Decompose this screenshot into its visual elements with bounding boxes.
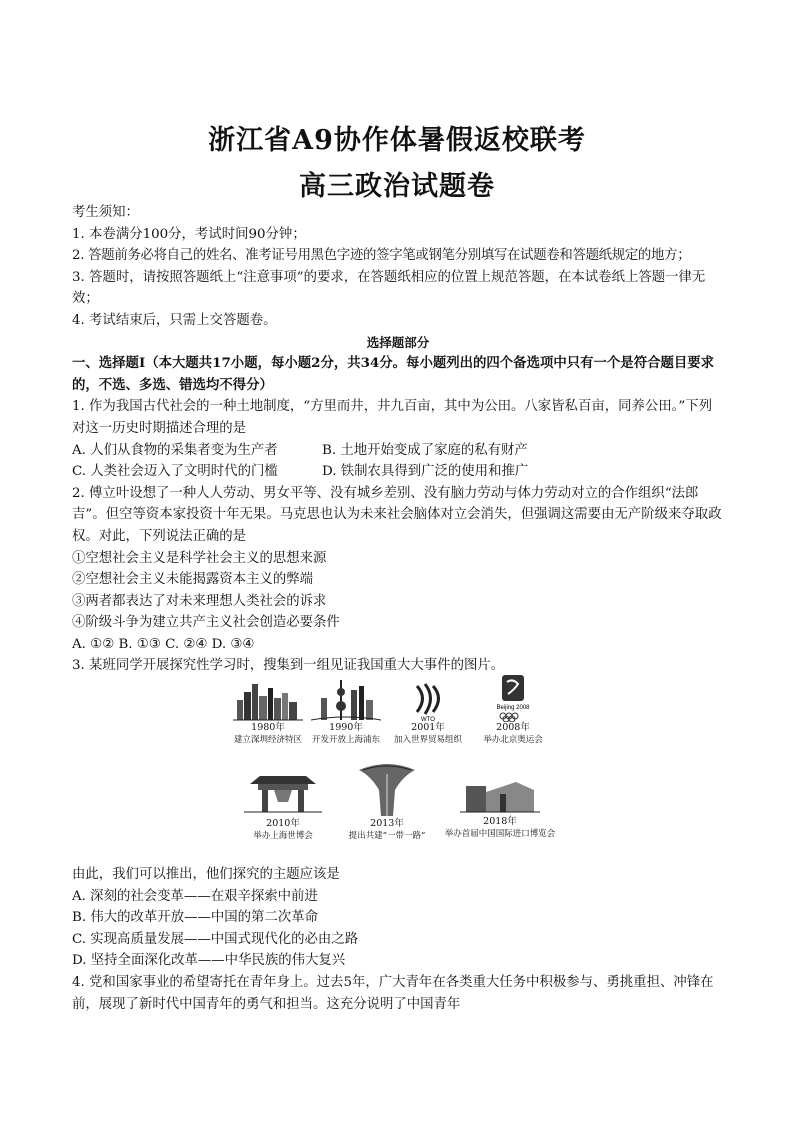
expo-pavilion-icon	[244, 768, 322, 818]
notice-item-1: 1. 本卷满分100分，考试时间90分钟；	[72, 226, 306, 242]
belt-and-road-icon	[355, 760, 419, 818]
figure-item-2018	[440, 772, 560, 840]
figure-item-2013	[342, 760, 432, 842]
beijing-label: Beijing 2008	[496, 705, 530, 711]
part1-heading: 一、选择题Ⅰ（本大题共17小题，每小题2分，共34分。每小题列出的四个备选项中只有一个是符合题目要求的，不选、多选、错选均不得分）	[72, 355, 715, 393]
q2-options: A. ①② B. ①③ C. ②④ D. ③④	[72, 636, 255, 652]
figure-item-2001	[388, 678, 468, 746]
q3-lead: 由此，我们可以推出，他们探究的主题应该是	[72, 867, 340, 882]
beijing-olympics-emblem-icon	[478, 672, 548, 722]
figure-item-2010	[238, 768, 328, 842]
figure-year-2013: 2013年	[370, 818, 404, 829]
figure-caption-2013: 提出共建“一带一路”	[348, 831, 426, 841]
figure-year-2001: 2001年	[411, 722, 445, 733]
q1-options-row-1	[72, 440, 724, 462]
exam-body	[72, 202, 724, 677]
q2-statement-2: ②空想社会主义未能揭露资本主义的弊端	[72, 572, 314, 588]
figure-caption-1980: 建立深圳经济特区	[233, 735, 302, 745]
figure-caption-2010: 举办上海世博会	[253, 831, 313, 841]
exam-subtitle: 高三政治试题卷	[299, 171, 495, 202]
q1-option-b: B. 土地开始变成了家庭的私有财产	[322, 442, 528, 458]
figure-year-2018: 2018年	[483, 816, 517, 827]
q1-options-row-2	[72, 461, 724, 483]
notice-item-4: 4. 考试结束后，只需上交答题卷。	[72, 312, 277, 328]
notice-item-2: 2. 答题前务必将自己的姓名、准考证号用黑色字迹的签字笔或钢笔分别填写在试题卷和答题纸规定的地方；	[72, 248, 691, 264]
figure-caption-2001: 加入世界贸易组织	[393, 735, 462, 745]
figure-item-1990	[306, 678, 386, 746]
pudong-skyline-icon	[311, 678, 381, 722]
q3-stem: 3. 某班同学开展探究性学习时，搜集到一组见证我国重大大事件的图片。	[72, 658, 505, 674]
figure-caption-2018: 举办首届中国国际进口博览会	[444, 829, 556, 839]
exam-title: 浙江省A9协作体暑假返校联考	[208, 125, 586, 156]
wto-label: WTO	[421, 717, 435, 722]
q3-option-c: C. 实现高质量发展——中国式现代化的必由之路	[72, 931, 359, 947]
notice-item-3: 3. 答题时，请按照答题纸上“注意事项”的要求，在答题纸相应的位置上规范答题，在本试卷纸上答题一律无效；	[72, 269, 706, 307]
q2-statement-3: ③两者都表达了对未来理想人类社会的诉求	[72, 593, 327, 609]
q3-option-a: A. 深刻的社会变革——在艰辛探索中前进	[72, 888, 318, 904]
figure-year-2008: 2008年	[496, 722, 530, 733]
figure-year-1980: 1980年	[251, 722, 285, 733]
events-figure	[228, 672, 568, 850]
exam-body-lower	[72, 864, 724, 1015]
figure-caption-1990: 开发开放上海浦东	[311, 735, 380, 745]
figure-caption-2008: 举办北京奥运会	[483, 735, 543, 745]
q3-option-d: D. 坚持全面深化改革——中华民族的伟大复兴	[72, 953, 346, 969]
import-expo-building-icon	[460, 772, 540, 816]
figure-item-1980	[228, 678, 308, 746]
q1-option-d: D. 铁制农具得到广泛的使用和推广	[322, 464, 529, 480]
figure-year-1990: 1990年	[329, 722, 363, 733]
q2-statement-4: ④阶级斗争为建立共产主义社会创造必要条件	[72, 615, 340, 631]
q2-statement-1: ①空想社会主义是科学社会主义的思想来源	[72, 550, 327, 566]
wto-logo-icon	[393, 678, 463, 722]
q4-stem: 4. 党和国家事业的希望寄托在青年身上。过去5年，广大青年在各类重大任务中积极参与、勇挑重担、冲锋在前，展现了新时代中国青年的勇气和担当。这充分说明了中国青年	[72, 974, 714, 1012]
q3-option-b: B. 伟大的改革开放——中国的第二次革命	[72, 910, 318, 926]
figure-year-2010: 2010年	[266, 818, 300, 829]
q1-stem: 1. 作为我国古代社会的一种土地制度，“方里而井，井九百亩，其中为公田。八家皆私百亩，同养公田。”下列对这一历史时期描述合理的是	[72, 399, 712, 436]
notice-heading: 考生须知：	[72, 205, 139, 220]
shenzhen-skyline-icon	[233, 678, 303, 722]
q1-option-a: A. 人们从食物的采集者变为生产者	[72, 442, 278, 458]
q1-option-c: C. 人类社会迈入了文明时代的门槛	[72, 464, 278, 480]
section-title: 选择题部分	[366, 334, 430, 350]
figure-item-2008	[468, 672, 558, 746]
q2-stem: 2. 傅立叶设想了一种人人劳动、男女平等、没有城乡差别、没有脑力劳动与体力劳动对立的合作组织“法郎吉”。但空等资本家投资十年无果。马克思也认为未来社会脑体对立会消失，但强调这需要由无产阶级来夺取政权。对此，下列说法正确的是	[72, 485, 722, 544]
